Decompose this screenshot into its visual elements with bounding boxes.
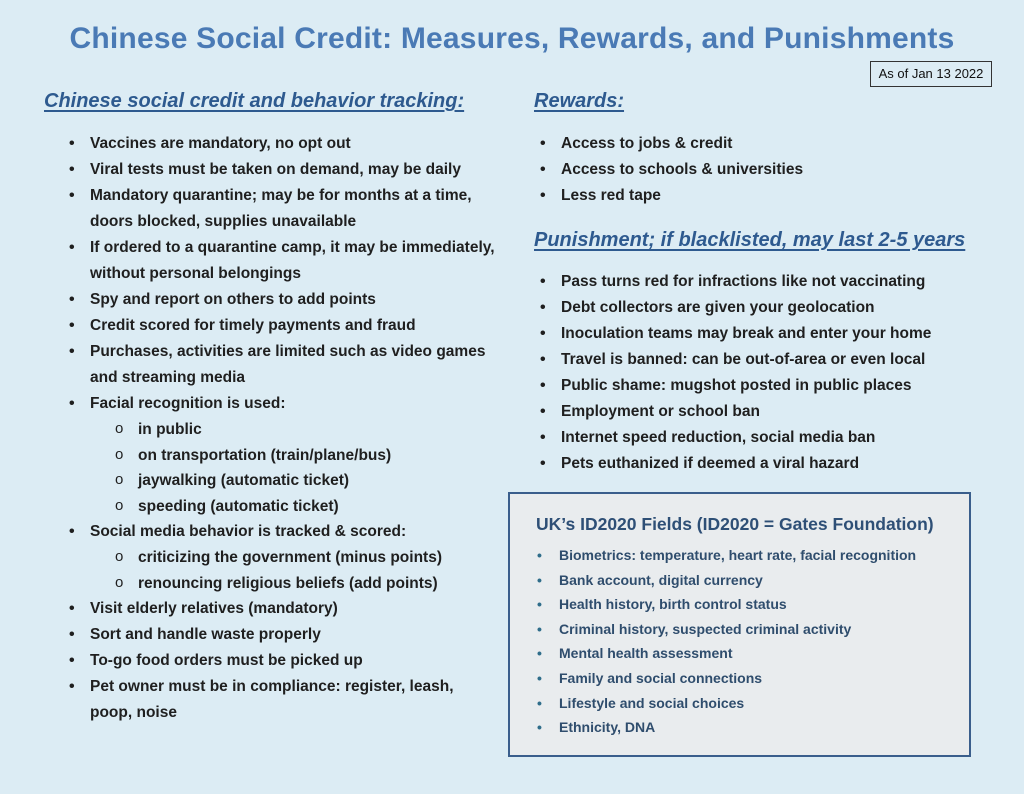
- uk-box-title: UK’s ID2020 Fields (ID2020 = Gates Foundation): [536, 514, 934, 534]
- list-item: • Inoculation teams may break and enter your home: [537, 321, 987, 347]
- list-item: • Bank account, digital currency: [533, 568, 916, 593]
- rewards-heading: Rewards:: [534, 90, 625, 112]
- list-item: • Pass turns red for infractions like not vaccinating: [537, 269, 987, 295]
- sub-item: o criticizing the government (minus points): [90, 545, 496, 571]
- list-item: • Pet owner must be in compliance: register, leash, poop, noise: [66, 674, 496, 726]
- sub-item: o jaywalking (automatic ticket): [90, 468, 496, 494]
- list-item: • Biometrics: temperature, heart rate, facial recognition: [533, 543, 916, 568]
- list-item: • Internet speed reduction, social media ban: [537, 425, 987, 451]
- list-item: • Less red tape: [537, 183, 977, 209]
- list-item-facial: [66, 391, 496, 519]
- behavior-list: [66, 131, 496, 726]
- sub-item: o speeding (automatic ticket): [90, 494, 496, 520]
- list-item: • Sort and handle waste properly: [66, 622, 496, 648]
- facial-sublist: [90, 417, 496, 519]
- social-sublist: [90, 545, 496, 596]
- list-item: • To-go food orders must be picked up: [66, 648, 496, 674]
- page-title: Chinese Social Credit: Measures, Rewards, and Punishments: [69, 22, 955, 55]
- uk-fields-list: [533, 543, 916, 740]
- list-item: • Viral tests must be taken on demand, may be daily: [66, 157, 496, 183]
- list-item: • Lifestyle and social choices: [533, 691, 916, 716]
- list-item: • If ordered to a quarantine camp, it may be immediately, without personal belongings: [66, 235, 496, 287]
- left-heading: Chinese social credit and behavior tracking:: [44, 90, 465, 112]
- list-item: • Employment or school ban: [537, 399, 987, 425]
- list-item: • Health history, birth control status: [533, 592, 916, 617]
- list-item: • Criminal history, suspected criminal activity: [533, 617, 916, 642]
- list-item: • Mandatory quarantine; may be for months at a time, doors blocked, supplies unavailable: [66, 183, 496, 235]
- list-item-social: [66, 519, 496, 596]
- list-item-label: Facial recognition is used:: [90, 395, 286, 412]
- sub-item: o in public: [90, 417, 496, 443]
- list-item: • Access to jobs & credit: [537, 131, 977, 157]
- punishment-list: [537, 269, 987, 477]
- sub-item: o on transportation (train/plane/bus): [90, 443, 496, 469]
- list-item: • Pets euthanized if deemed a viral hazard: [537, 451, 987, 477]
- punishment-heading: Punishment; if blacklisted, may last 2-5 years: [534, 229, 966, 251]
- date-stamp: As of Jan 13 2022: [870, 61, 992, 87]
- list-item: • Visit elderly relatives (mandatory): [66, 596, 496, 622]
- uk-id2020-box: [508, 492, 971, 757]
- list-item: • Travel is banned: can be out-of-area or even local: [537, 347, 987, 373]
- list-item: • Credit scored for timely payments and fraud: [66, 313, 496, 339]
- list-item: • Purchases, activities are limited such as video games and streaming media: [66, 339, 496, 391]
- list-item-label: Social media behavior is tracked & scored:: [90, 523, 407, 540]
- rewards-list: [537, 131, 977, 209]
- list-item: • Ethnicity, DNA: [533, 715, 916, 740]
- list-item: • Mental health assessment: [533, 641, 916, 666]
- list-item: • Public shame: mugshot posted in public places: [537, 373, 987, 399]
- list-item: • Debt collectors are given your geolocation: [537, 295, 987, 321]
- list-item: • Vaccines are mandatory, no opt out: [66, 131, 496, 157]
- sub-item: o renouncing religious beliefs (add points): [90, 571, 496, 597]
- list-item: • Access to schools & universities: [537, 157, 977, 183]
- list-item: • Spy and report on others to add points: [66, 287, 496, 313]
- list-item: • Family and social connections: [533, 666, 916, 691]
